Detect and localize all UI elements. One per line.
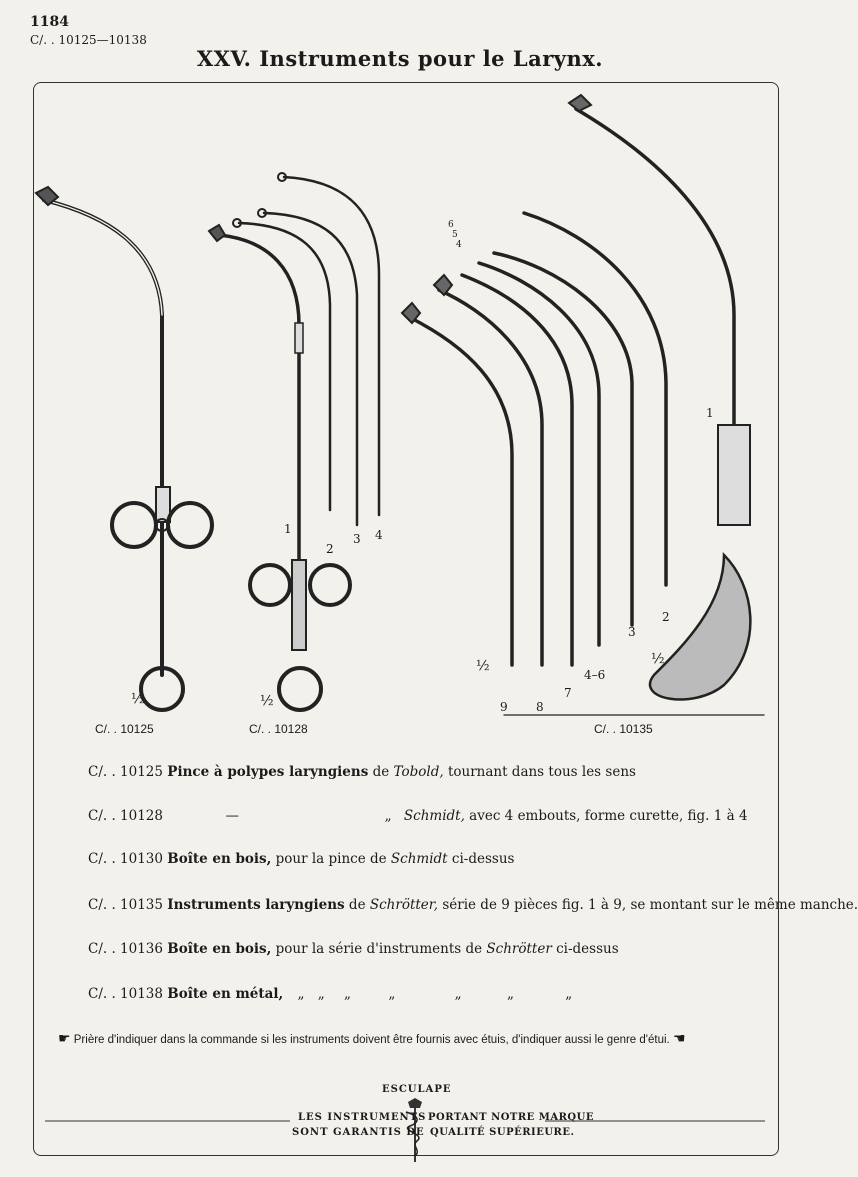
catalog-line-10138: C/. . 10138 Boîte en métal, „ „ „ „ „ „ „ [88, 986, 573, 1002]
fig-label-t2: 2 [326, 542, 334, 556]
fig-label-t4: 4 [375, 528, 383, 542]
fig-label-s4-6: 4–6 [584, 668, 606, 682]
page-number: 1184 [30, 14, 69, 30]
fig-half-b: ½ [260, 693, 274, 709]
fig-label-s2: 2 [662, 610, 670, 624]
fig-label-s3: 3 [628, 625, 636, 639]
plate-code-10128: C/. . 10128 [249, 722, 308, 736]
fig-half-d: ½ [651, 651, 665, 667]
plate-code-10125: C/. . 10125 [95, 722, 154, 736]
fig-half-a: ½ [131, 691, 145, 707]
catalog-line-10136: C/. . 10136 Boîte en bois, pour la série d'instruments de Schrötter ci-dessus [88, 941, 619, 957]
footer-right-1: PORTANT NOTRE MARQUE [428, 1112, 594, 1123]
footer-brand: ESCULAPE [382, 1084, 452, 1095]
fig-label-tip6: 6 [448, 220, 454, 230]
catalog-line-10130: C/. . 10130 Boîte en bois, pour la pince de Schmidt ci-dessus [88, 851, 515, 867]
order-note: ☛ Prière d'indiquer dans la commande si les instruments doivent être fournis avec étuis, d'indiquer aussi le genre d'étui. ☚ [58, 1030, 686, 1046]
catalog-line-10128: C/. . 10128 — „ Schmidt, avec 4 embouts, forme curette, fig. 1 à 4 [88, 808, 748, 824]
fig-label-tip5: 5 [452, 230, 458, 240]
pointing-hand-left-icon: ☚ [672, 1030, 686, 1046]
tobold-forceps-illustration [36, 187, 212, 710]
page-title: XXV. Instruments pour le Larynx. [196, 46, 604, 71]
footer-left-1: LES INSTRUMENTS [298, 1112, 427, 1123]
fig-label-s8: 8 [536, 700, 544, 714]
footer-left-2: SONT GARANTIS DE [292, 1127, 425, 1138]
instrument-plate [34, 85, 774, 735]
schrotter-series-illustration [402, 95, 750, 699]
catalog-line-10135: C/. . 10135 Instruments laryngiens de Schrötter, série de 9 pièces fig. 1 à 9, se montant sur le même manche. [88, 897, 858, 913]
schmidt-forceps-illustration [209, 173, 379, 710]
footer-right-2: QUALITÉ SUPÉRIEURE. [430, 1127, 575, 1138]
catalog-line-10125: C/. . 10125 Pince à polypes laryngiens de Tobold, tournant dans tous les sens [88, 764, 636, 780]
plate-code-10135: C/. . 10135 [594, 722, 653, 736]
fig-label-t3: 3 [353, 532, 361, 546]
fig-label-tip4: 4 [456, 240, 462, 250]
pointing-hand-icon: ☛ [58, 1030, 71, 1046]
fig-half-c: ½ [476, 658, 490, 674]
fig-label-s9: 9 [500, 700, 508, 714]
fig-label-s7: 7 [564, 686, 572, 700]
code-range: C/. . 10125—10138 [30, 33, 147, 47]
fig-label-s1: 1 [706, 406, 714, 420]
fig-label-t1: 1 [284, 522, 292, 536]
